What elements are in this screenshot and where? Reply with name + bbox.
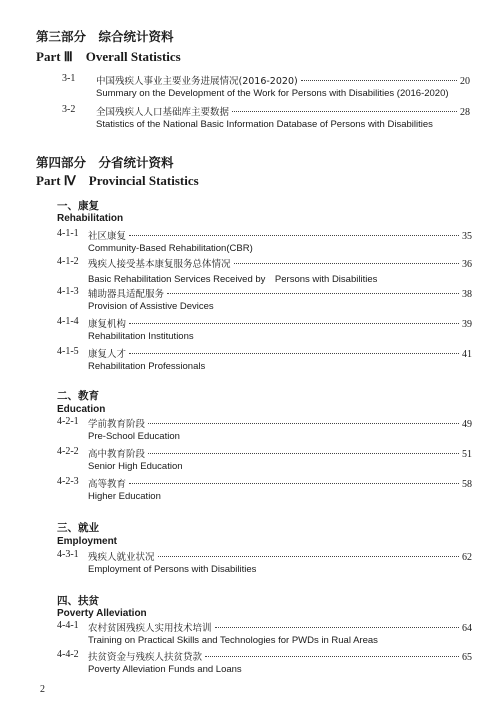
- entry-title-en: Training on Practical Skills and Technologies for PWDs in Rual Areas: [88, 635, 378, 646]
- dot-leader: [129, 235, 459, 236]
- entry-page-number: 65: [462, 652, 472, 663]
- entry-number: 4-1-2: [57, 256, 79, 267]
- section-title-en: Education: [57, 404, 106, 415]
- entry-title-en: Poverty Alleviation Funds and Loans: [88, 664, 242, 675]
- toc-entry-3-1[interactable]: [0, 73, 500, 103]
- entry-title-cn: 康复人才: [88, 349, 127, 360]
- section-title-en: Poverty Alleviation: [57, 608, 147, 619]
- entry-title-cn: 扶贫资金与残疾人扶贫贷款: [88, 652, 203, 663]
- dot-leader: [232, 111, 457, 112]
- dot-leader: [129, 323, 459, 324]
- toc-entry-4-1-2[interactable]: [0, 256, 500, 286]
- toc-entry-4-2-3[interactable]: [0, 476, 500, 506]
- entry-title-cn: 农村贫困残疾人实用技术培训: [88, 623, 212, 634]
- dot-leader: [158, 556, 459, 557]
- entry-title-en: Basic Rehabilitation Services Received by Persons with Disabilities: [88, 274, 378, 285]
- entry-page-number: 39: [462, 319, 472, 330]
- entry-number: 4-4-2: [57, 649, 79, 660]
- entry-page-number: 36: [462, 259, 472, 270]
- entry-title-cn: 辅助器具适配服务: [88, 289, 165, 300]
- dot-leader: [148, 453, 459, 454]
- dot-leader: [205, 656, 459, 657]
- part3-title-en: Part Ⅲ Overall Statistics: [36, 49, 181, 64]
- entry-number: 4-3-1: [57, 549, 79, 560]
- entry-number: 3-2: [62, 104, 76, 115]
- entry-title-cn: 康复机构: [88, 319, 127, 330]
- dot-leader: [148, 423, 459, 424]
- entry-title-cn: 中国残疾人事业主要业务进展情况(2016-2020): [96, 76, 298, 87]
- entry-page-number: 35: [462, 231, 472, 242]
- entry-title-cn: 残疾人接受基本康复服务总体情况: [88, 259, 231, 270]
- toc-entry-4-1-1[interactable]: [0, 228, 500, 258]
- entry-number: 4-1-1: [57, 228, 79, 239]
- part4-title-en: Part Ⅳ Provincial Statistics: [36, 173, 199, 188]
- entry-page-number: 51: [462, 449, 472, 460]
- toc-entry-4-4-2[interactable]: [0, 649, 500, 679]
- entry-title-en: Provision of Assistive Devices: [88, 301, 214, 312]
- entry-title-cn: 社区康复: [88, 231, 127, 242]
- dot-leader: [167, 293, 459, 294]
- section-title-cn: 三、就业: [57, 522, 99, 534]
- entry-title-cn: 高中教育阶段: [88, 449, 146, 460]
- section-title-en: Rehabilitation: [57, 213, 124, 224]
- entry-title-en: Rehabilitation Professionals: [88, 361, 206, 372]
- entry-number: 4-1-3: [57, 286, 79, 297]
- entry-title-cn: 学前教育阶段: [88, 419, 146, 430]
- entry-title-cn: 全国残疾人人口基础库主要数据: [96, 107, 230, 118]
- toc-entry-4-1-5[interactable]: [0, 346, 500, 376]
- entry-title-en: Employment of Persons with Disabilities: [88, 564, 257, 575]
- entry-title-en: Rehabilitation Institutions: [88, 331, 194, 342]
- entry-number: 3-1: [62, 73, 76, 84]
- section-title-cn: 四、扶贫: [57, 595, 99, 607]
- entry-number: 4-2-2: [57, 446, 79, 457]
- entry-page-number: 49: [462, 419, 472, 430]
- toc-entry-4-2-1[interactable]: [0, 416, 500, 446]
- section-title-cn: 二、教育: [57, 390, 99, 402]
- entry-number: 4-4-1: [57, 620, 79, 631]
- toc-entry-4-1-3[interactable]: [0, 286, 500, 316]
- dot-leader: [215, 627, 459, 628]
- entry-number: 4-1-5: [57, 346, 79, 357]
- page-number: 2: [40, 684, 45, 695]
- entry-title-en: Summary on the Development of the Work for Persons with Disabilities (2016-2020): [96, 88, 449, 99]
- entry-page-number: 41: [462, 349, 472, 360]
- entry-page-number: 62: [462, 552, 472, 563]
- entry-title-cn: 残疾人就业状况: [88, 552, 155, 563]
- entry-number: 4-2-1: [57, 416, 79, 427]
- part3-title-cn: 第三部分 综合统计资料: [36, 29, 174, 44]
- entry-page-number: 28: [460, 107, 470, 118]
- section-title-en: Employment: [57, 536, 118, 547]
- toc-entry-4-1-4[interactable]: [0, 316, 500, 346]
- dot-leader: [129, 483, 459, 484]
- entry-title-en: Higher Education: [88, 491, 161, 502]
- dot-leader: [129, 353, 459, 354]
- entry-number: 4-1-4: [57, 316, 79, 327]
- entry-title-en: Community-Based Rehabilitation(CBR): [88, 243, 253, 254]
- entry-page-number: 38: [462, 289, 472, 300]
- part4-title-cn: 第四部分 分省统计资料: [36, 155, 174, 170]
- toc-entry-4-4-1[interactable]: [0, 620, 500, 650]
- entry-page-number: 58: [462, 479, 472, 490]
- section-title-cn: 一、康复: [57, 200, 99, 212]
- dot-leader: [234, 263, 459, 264]
- toc-entry-4-2-2[interactable]: [0, 446, 500, 476]
- entry-title-cn: 高等教育: [88, 479, 127, 490]
- dot-leader: [301, 80, 457, 81]
- toc-entry-3-2[interactable]: [0, 104, 500, 134]
- entry-title-en: Pre-School Education: [88, 431, 180, 442]
- entry-page-number: 20: [460, 76, 470, 87]
- toc-entry-4-3-1[interactable]: [0, 549, 500, 579]
- entry-title-en: Statistics of the National Basic Information Database of Persons with Disabilities: [96, 119, 433, 130]
- entry-page-number: 64: [462, 623, 472, 634]
- entry-number: 4-2-3: [57, 476, 79, 487]
- entry-title-en: Senior High Education: [88, 461, 183, 472]
